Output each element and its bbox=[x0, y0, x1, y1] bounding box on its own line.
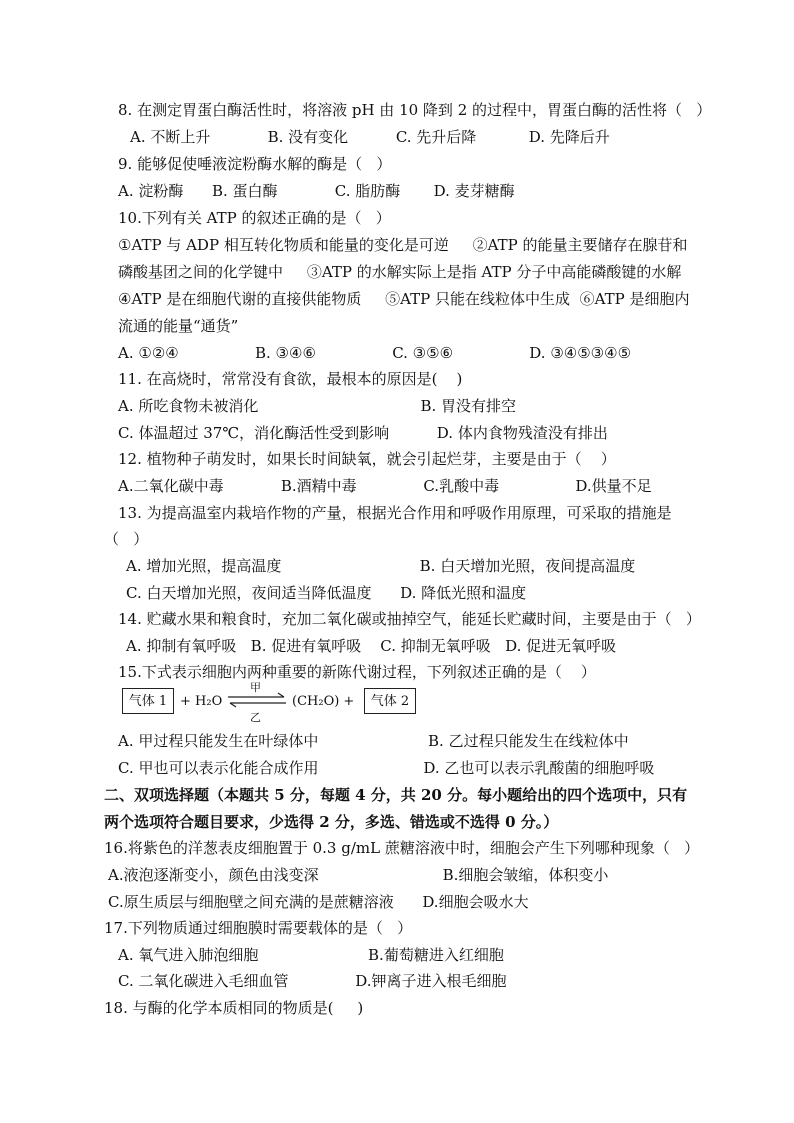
text-line: A.液泡逐渐变小，颜色由浅变深 B.细胞会皱缩，体积变小 bbox=[108, 866, 609, 884]
text-line: ④ATP 是在细胞代谢的直接供能物质 ⑤ATP 只能在线粒体中生成 ⑥ATP 是细胞内 bbox=[118, 290, 690, 308]
carbohydrate-product: (CH₂O) + bbox=[292, 694, 355, 709]
text-line: A. 甲过程只能发生在叶绿体中 B. 乙过程只能发生在线粒体中 bbox=[118, 732, 629, 750]
metabolism-equation bbox=[122, 681, 422, 726]
text-line: 13. 为提高温室内栽培作物的产量，根据光合作用和呼吸作用原理，可采取的措施是 bbox=[118, 504, 672, 522]
text-line: 14. 贮藏水果和粮食时，充加二氧化碳或抽掉空气，能延长贮藏时间，主要是由于（ ） bbox=[118, 610, 701, 628]
reversible-arrow-icon bbox=[226, 690, 288, 710]
backward-process-label: 乙 bbox=[250, 711, 261, 724]
gas-1-label: 气体 1 bbox=[128, 694, 168, 709]
gas-2-label: 气体 2 bbox=[370, 694, 410, 709]
text-line: C.原生质层与细胞壁之间充满的是蔗糖溶液 D.细胞会吸水大 bbox=[108, 893, 529, 911]
text-line: A. 增加光照，提高温度 B. 白天增加光照，夜间提高温度 bbox=[126, 557, 636, 575]
text-line: 11. 在高烧时，常常没有食欲，最根本的原因是( ) bbox=[118, 370, 463, 388]
text-line: A.二氧化碳中毒 B.酒精中毒 C.乳酸中毒 D.供量不足 bbox=[118, 477, 652, 495]
text-line: 二、双项选择题（本题共 5 分，每题 4 分，共 20 分。每小题给出的四个选项中，只有 bbox=[104, 786, 688, 804]
text-line: C. 白天增加光照，夜间适当降低温度 D. 降低光照和温度 bbox=[126, 584, 527, 602]
text-line: 流通的能量“通货” bbox=[118, 317, 239, 335]
forward-process-label: 甲 bbox=[250, 681, 261, 694]
text-line: 15.下式表示细胞内两种重要的新陈代谢过程，下列叙述正确的是（ ） bbox=[118, 663, 596, 681]
text-line: A. ①②④ B. ③④⑥ C. ③⑤⑥ D. ③④⑤③④⑤ bbox=[118, 344, 632, 362]
text-line: C. 体温超过 37℃，消化酶活性受到影响 D. 体内食物残渣没有排出 bbox=[118, 424, 608, 442]
text-line: A. 所吃食物未被消化 B. 胃没有排空 bbox=[118, 397, 517, 415]
text-line: 17.下列物质通过细胞膜时需要载体的是（ ） bbox=[104, 919, 413, 937]
text-line: （ ） bbox=[104, 530, 149, 548]
text-line: 12. 植物种子萌发时，如果长时间缺氧，就会引起烂芽，主要是由于（ ） bbox=[118, 450, 616, 468]
text-line: A. 抑制有氧呼吸 B. 促进有氧呼吸 C. 抑制无氧呼吸 D. 促进无氧呼吸 bbox=[126, 637, 617, 655]
text-line: 16.将紫色的洋葱表皮细胞置于 0.3 g/mL 蔗糖溶液中时，细胞会产生下列哪种现象（ ） bbox=[104, 839, 700, 857]
gas-1-box bbox=[122, 688, 174, 714]
gas-2-box bbox=[364, 688, 416, 714]
text-line: C. 二氧化碳进入毛细血管 D.钾离子进入根毛细胞 bbox=[118, 972, 507, 990]
text-line: A. 不断上升 B. 没有变化 C. 先升后降 D. 先降后升 bbox=[130, 128, 610, 146]
text-line: A. 淀粉酶 B. 蛋白酶 C. 脂肪酶 D. 麦芽糖酶 bbox=[118, 182, 515, 200]
text-line: C. 甲也可以表示化能合成作用 D. 乙也可以表示乳酸菌的细胞呼吸 bbox=[118, 759, 655, 777]
text-line: 18. 与酶的化学本质相同的物质是( ) bbox=[104, 999, 364, 1017]
plus-water: + H₂O bbox=[180, 694, 223, 709]
text-line: 两个选项符合题目要求，少选得 2 分，多选、错选或不选得 0 分。） bbox=[104, 813, 559, 831]
text-line: 8. 在测定胃蛋白酶活性时，将溶液 pH 由 10 降到 2 的过程中，胃蛋白酶的活性将（ ） bbox=[118, 101, 712, 119]
text-line: 磷酸基团之间的化学键中 ③ATP 的水解实际上是指 ATP 分子中高能磷酸键的水解 bbox=[118, 263, 682, 281]
text-line: 9. 能够促使唾液淀粉酶水解的酶是（ ） bbox=[118, 155, 392, 173]
text-line: A. 氧气进入肺泡细胞 B.葡萄糖进入红细胞 bbox=[118, 946, 504, 964]
text-line: 10.下列有关 ATP 的叙述正确的是（ ） bbox=[118, 209, 391, 227]
text-line: ①ATP 与 ADP 相互转化物质和能量的变化是可逆 ②ATP 的能量主要储存在腺苷和 bbox=[118, 236, 688, 254]
